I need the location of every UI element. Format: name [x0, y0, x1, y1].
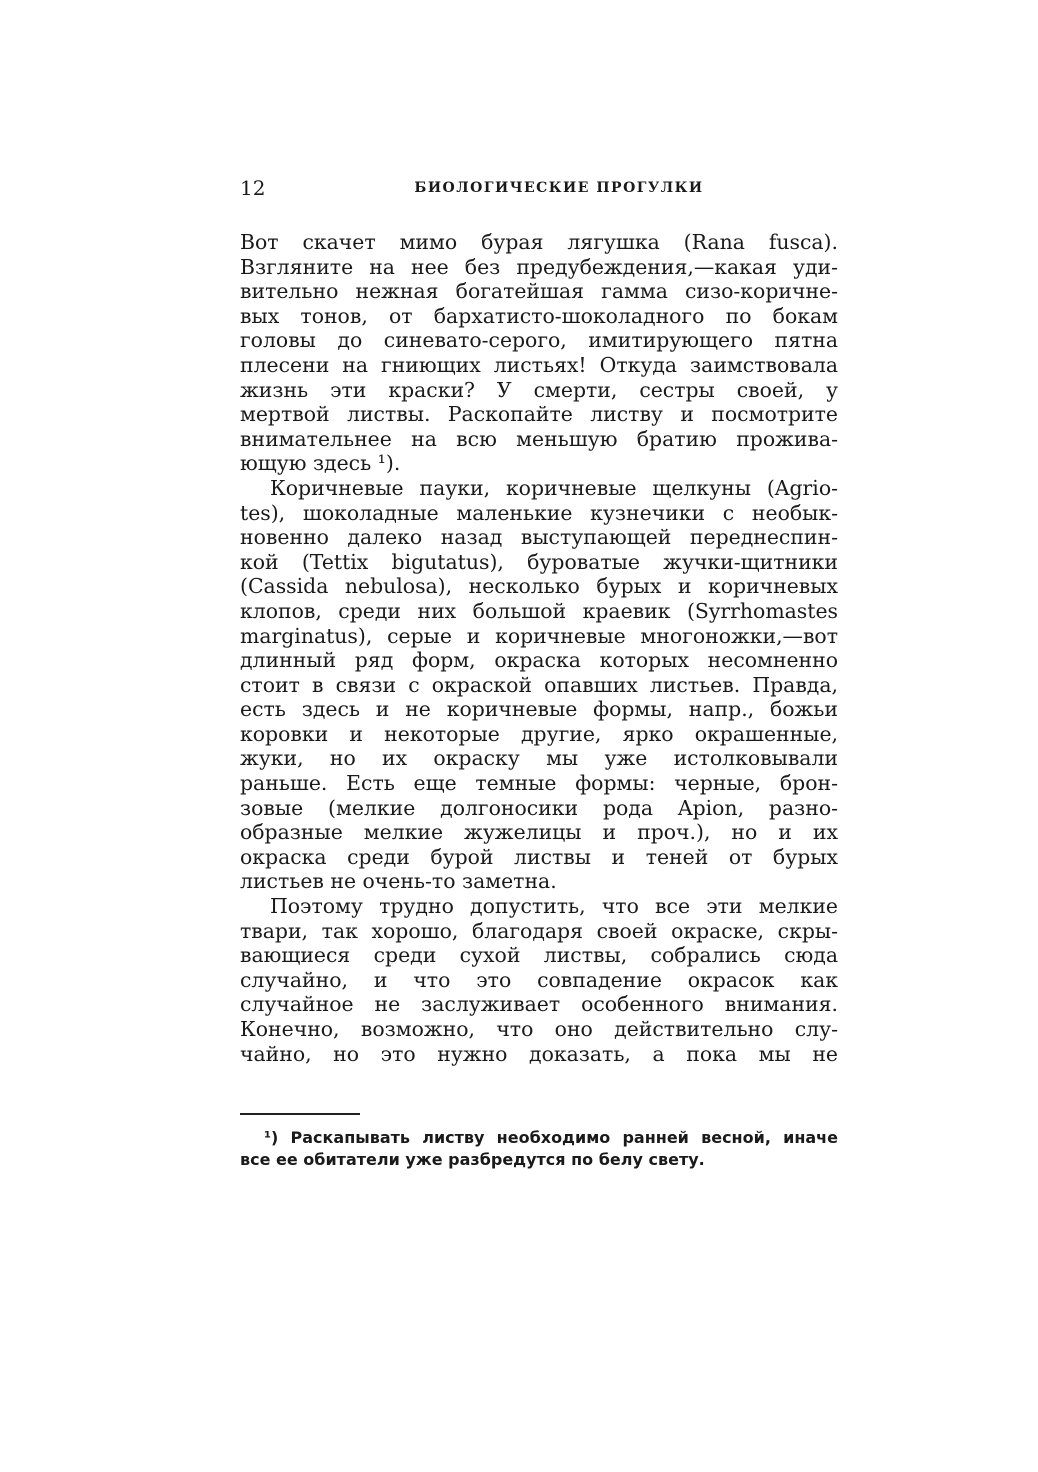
text-line: marginatus), серые и коричневые многоножки,—вот: [240, 623, 838, 648]
text-line: коровки и некоторые другие, ярко окрашенные,: [240, 721, 838, 746]
text-line: длинный ряд форм, окраска которых несомненно: [240, 648, 838, 673]
text-line: Конечно, возможно, что оно действительно слу-: [240, 1017, 838, 1041]
footnote-line: все ее обитатели уже разбредутся по белу свету.: [240, 1150, 705, 1169]
body-text: [240, 230, 838, 1066]
page-number: 12: [240, 176, 266, 200]
text-line: есть здесь и не коричневые формы, напр., божьи: [240, 697, 838, 722]
text-line: стоит в связи с окраской опавших листьев. Правда,: [240, 672, 838, 697]
text-line: новенно далеко назад выступающей переднеспин-: [240, 525, 838, 550]
text-line: жуки, но их окраску мы уже истолковывали: [240, 746, 838, 771]
text-line: окраска среди бурой листвы и теней от бурых: [240, 844, 838, 869]
text-line: tes), шоколадные маленькие кузнечики с необык-: [240, 500, 838, 525]
text-line: кой (Tettix bigutatus), буроватые жучки-щитники: [240, 549, 838, 574]
text-line: (Cassida nebulosa), несколько бурых и коричневых: [240, 574, 838, 599]
text-line: жизнь эти краски? У смерти, сестры своей, у: [240, 377, 838, 402]
text-line: образные мелкие жужелицы и проч.), но и их: [240, 820, 838, 845]
text-line: Коричневые пауки, коричневые щелкуны (Agrio-: [270, 475, 838, 500]
text-line: зовые (мелкие долгоносики рода Apion, разно-: [240, 795, 838, 820]
text-line: плесени на гниющих листьях! Откуда заимствовала: [240, 352, 838, 377]
footnote-line: ¹) Раскапывать листву необходимо ранней весной, иначе: [264, 1128, 838, 1147]
text-line: вающиеся среди сухой листвы, собрались сюда: [240, 943, 838, 968]
running-head: [240, 175, 838, 201]
text-line: головы до синевато-серого, имитирующего пятна: [240, 328, 838, 353]
text-line: мертвой листвы. Раскопайте листву и посмотрите: [240, 402, 838, 427]
text-line: случайно, и что это совпадение окрасок как: [240, 967, 838, 992]
text-line: Вот скачет мимо бурая лягушка (Rana fusca).: [240, 230, 838, 254]
text-line: вительно нежная богатейшая гамма сизо-коричне-: [240, 279, 838, 304]
text-line: Взгляните на нее без предубеждения,—какая уди-: [240, 254, 838, 279]
running-title: БИОЛОГИЧЕСКИЕ ПРОГУЛКИ: [414, 180, 704, 196]
text-line: Поэтому трудно допустить, что все эти мелкие: [270, 894, 838, 919]
text-line: ющую здесь ¹).: [240, 451, 401, 476]
text-line: раньше. Есть еще темные формы: черные, брон-: [240, 771, 838, 796]
footnote: [240, 1127, 838, 1171]
text-line: листьев не очень-то заметна.: [240, 869, 557, 894]
text-line: чайно, но это нужно доказать, а пока мы не: [240, 1041, 838, 1066]
text-line: твари, так хорошо, благодаря своей окраске, скры-: [240, 918, 838, 943]
footnote-rule: [240, 1113, 360, 1115]
text-line: внимательнее на всю меньшую братию прожива-: [240, 426, 838, 451]
text-line: вых тонов, от бархатисто-шоколадного по бокам: [240, 303, 838, 328]
text-line: случайное не заслуживает особенного внимания.: [240, 992, 838, 1017]
text-line: клопов, среди них большой краевик (Syrrhomastes: [240, 598, 838, 623]
